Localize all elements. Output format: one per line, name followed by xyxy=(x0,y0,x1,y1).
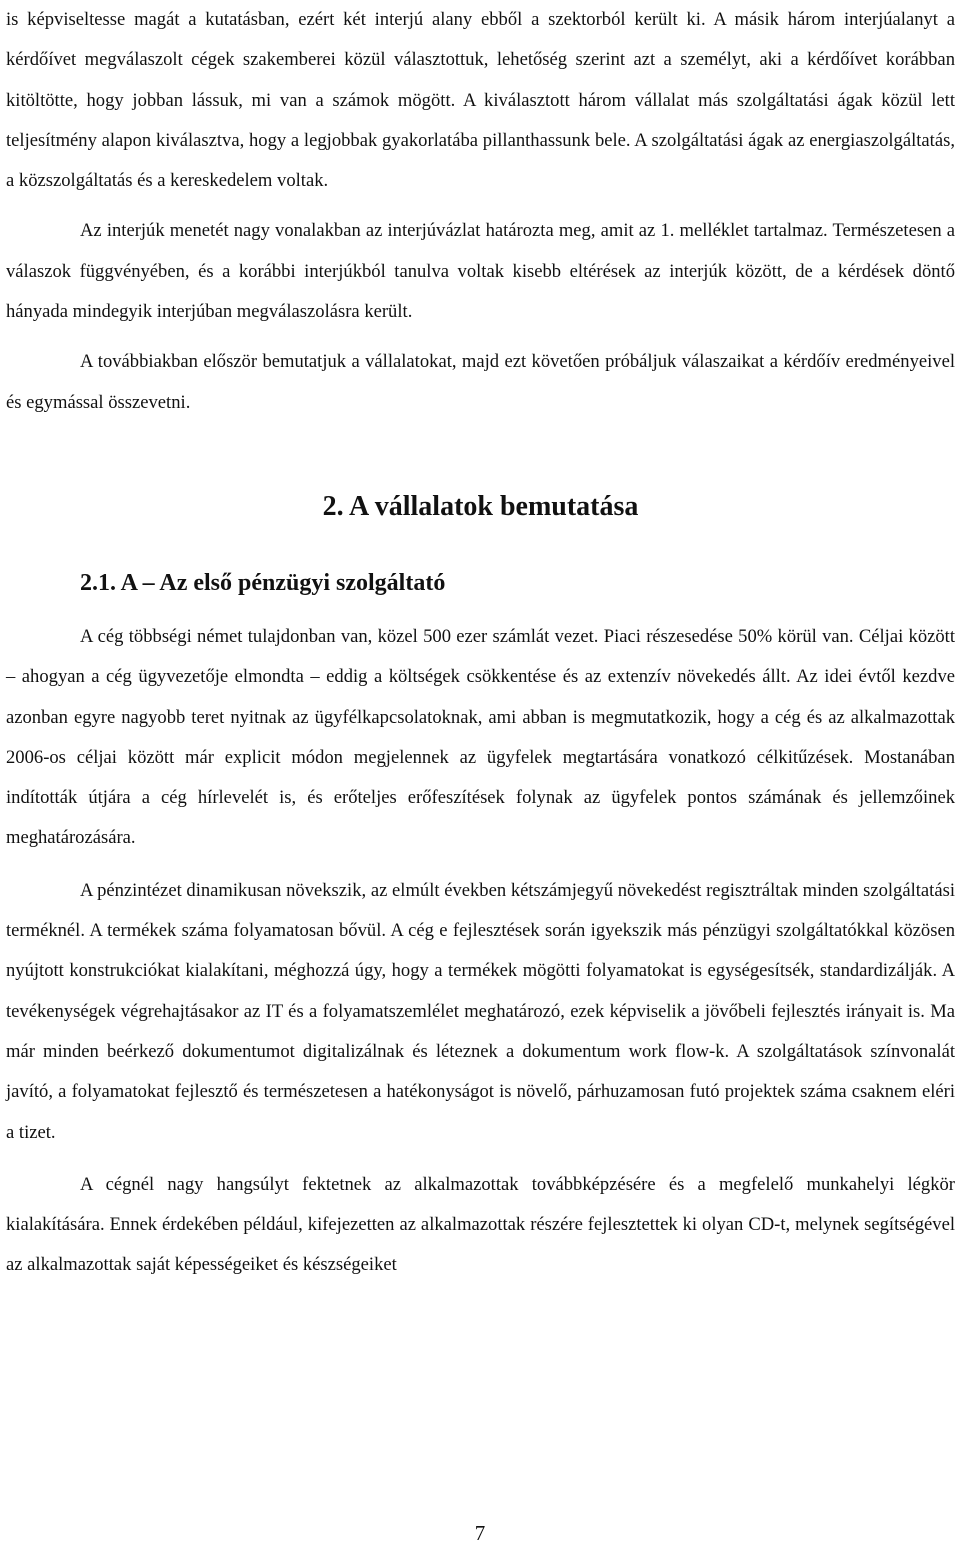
section-paragraph-2: A pénzintézet dinamikusan növekszik, az elmúlt években kétszámjegyű növekedést regisztráltak minden szolgáltatási terméknél. A termékek száma folyamatosan bővül. A cég e fejlesztések során igyekszik más pénzügyi szolgáltatókkal közösen nyújtott konstrukciókat kialakítani, méghozzá úgy, hogy a termékek mögötti folyamatokat is egységesítsék, standardizálják. A tevékenységek végrehajtásakor az IT és a folyamatszemlélet meghatározó, ezek képviselik a jövőbeli fejlesztés irányait is. Ma már minden beérkező dokumentumot digitalizálnak és léteznek a dokumentum work flow-k. A szolgáltatások színvonalát javító, a folyamatokat fejlesztő és természetesen a hatékonyságot is növelő, párhuzamosan futó projektek száma csaknem eléri a tizet. xyxy=(6,879,955,1143)
body-paragraph-3: A továbbiakban először bemutatjuk a vállalatokat, majd ezt követően próbáljuk válaszaikat a kérdőív eredményeivel és egymással összevetni. xyxy=(6,351,955,413)
section-heading: 2.1. A – Az első pénzügyi szolgáltató xyxy=(80,569,446,596)
section-paragraph-1: A cég többségi német tulajdonban van, közel 500 ezer számlát vezet. Piaci részesedése 50% körül van. Céljai között – ahogyan a cég ügyvezetője elmondta – eddig a költségek csökkentése és az extenzív növekedés állt. Az idei évtől kezdve azonban egyre nagyobb teret nyitnak az ügyfélkapcsolatoknak, ami abban is megmutatkozik, hogy a cég és az alkalmazottak 2006-os céljai között már explicit módon megjelennek az ügyfelek megtartására vonatkozó célkitűzések. Mostanában indították útjára a cég hírlevelét is, és erőteljes erőfeszítések folynak az ügyfelek pontos számának és jellemzőinek meghatározására. xyxy=(6,625,955,849)
page-number: 7 xyxy=(474,1521,486,1545)
body-paragraph-1: is képviseltesse magát a kutatásban, ezért két interjú alany ebből a szektorból került ki. A másik három interjúalanyt a kérdőívet megválaszolt cégek szakemberei közül választottuk, lehetőség szerint azt a személyt, aki a kérdőívet korábban kitöltötte, hogy jobban lássuk, mi van a számok mögött. A kiválasztott három vállalat más szolgáltatási ágak közül lett teljesítmény alapon kiválasztva, hogy a legjobbak gyakorlatába pillanthassunk bele. A szolgáltatási ágak az energiaszolgáltatás, a közszolgáltatás és a kereskedelem voltak. xyxy=(6,9,955,192)
chapter-heading: 2. A vállalatok bemutatása xyxy=(322,490,639,522)
document-page xyxy=(6,0,955,1286)
body-paragraph-2: Az interjúk menetét nagy vonalakban az interjúvázlat határozta meg, amit az 1. melléklet tartalmaz. Természetesen a válaszok függvényében, és a korábbi interjúkból tanulva voltak kisebb eltérések az interjúk között, de a kérdések döntő hányada mindegyik interjúban megválaszolásra került. xyxy=(6,220,955,323)
section-paragraph-3: A cégnél nagy hangsúlyt fektetnek az alkalmazottak továbbképzésére és a megfelelő munkahelyi légkör kialakítására. Ennek érdekében például, kifejezetten az alkalmazottak részére fejlesztettek ki olyan CD-t, melynek segítségével az alkalmazottak saját képességeiket és készségeiket xyxy=(6,1173,955,1276)
